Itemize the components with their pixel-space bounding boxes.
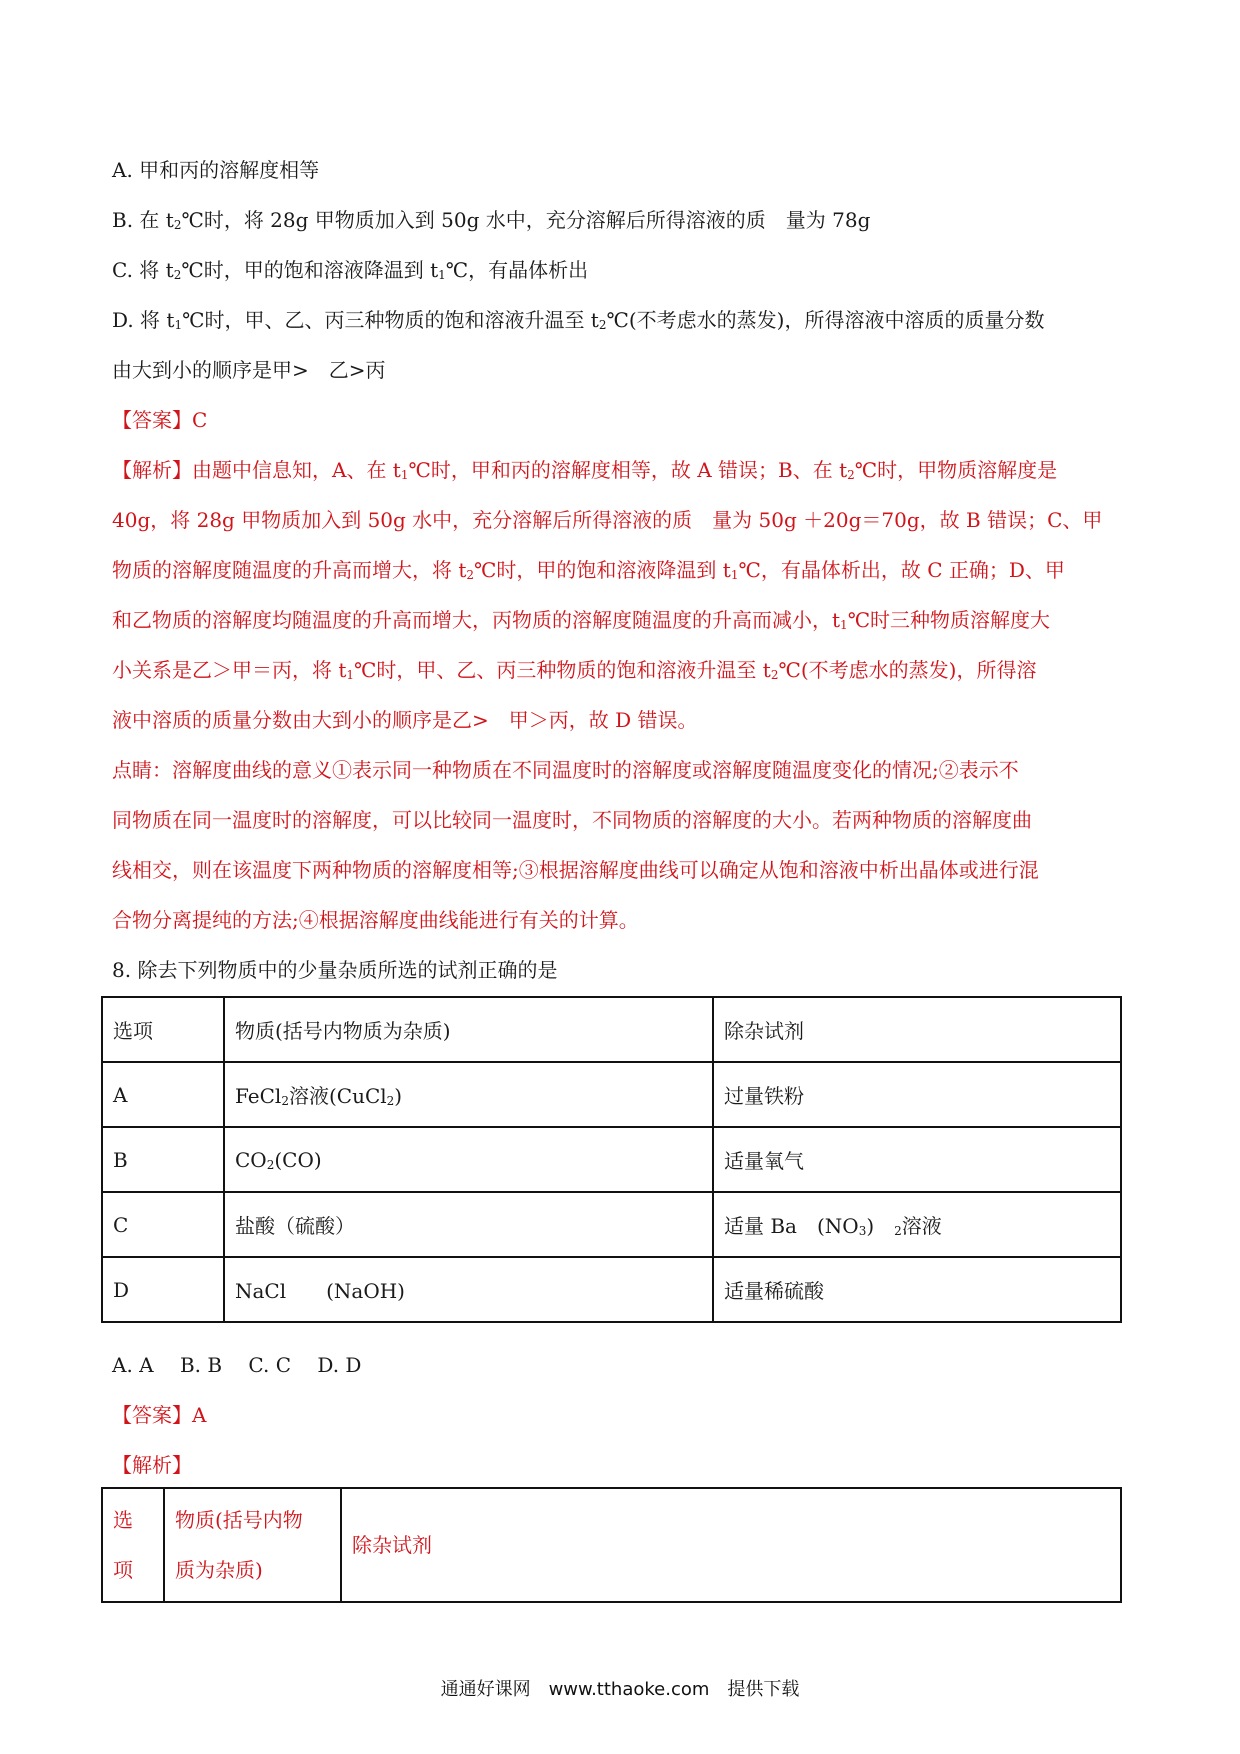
dianjing-line-3: 线相交，则在该温度下两种物质的溶解度相等;③根据溶解度曲线可以确定从饱和溶液中析出晶体或进行混: [112, 858, 1039, 882]
header-reagent: 除杂试剂: [713, 997, 1121, 1062]
answer-q8: 【答案】A: [112, 1403, 207, 1427]
header-option: 选项: [102, 997, 224, 1062]
dianjing-line-1: 点睛：溶解度曲线的意义①表示同一种物质在不同温度时的溶解度或溶解度随温度变化的情况;②表示不: [112, 758, 1019, 782]
table-header-row: [102, 997, 1121, 1062]
analysis-line-5: 小关系是乙＞甲＝丙，将 $t_1℃$时，甲、乙、丙三种物质的饱和溶液升温至 $t_2℃$(不考虑水的蒸发)，所得溶: [112, 658, 1037, 682]
row-substance: 盐酸（硫酸）: [224, 1192, 713, 1257]
row-reagent: 过量铁粉: [713, 1062, 1121, 1127]
option-d-continued: 由大到小的顺序是甲> 乙>丙: [112, 358, 386, 382]
analysis-line-2: 40g，将 28g 甲物质加入到 50g 水中，充分溶解后所得溶液的质 量为 50g ＋20g＝70g，故 B 错误；C、甲: [112, 508, 1103, 532]
analysis-header-option: 选 项: [102, 1488, 164, 1602]
answer-q7: 【答案】C: [112, 408, 208, 432]
table-row: [102, 1127, 1121, 1192]
dianjing-line-2: 同物质在同一温度时的溶解度，可以比较同一温度时，不同物质的溶解度的大小。若两种物质的溶解度曲: [112, 808, 1032, 832]
header-substance: 物质(括号内物质为杂质): [224, 997, 713, 1062]
row-option: C: [102, 1192, 224, 1257]
row-option: B: [102, 1127, 224, 1192]
row-reagent: 适量稀硫酸: [713, 1257, 1121, 1322]
q8-choices: A. A B. B C. C D. D: [112, 1353, 362, 1377]
table-row: [102, 1257, 1121, 1322]
analysis-line-3: 物质的溶解度随温度的升高而增大，将 $t_2℃$时，甲的饱和溶液降温到 $t_1℃$，有晶体析出，故 C 正确；D、甲: [112, 558, 1065, 582]
row-substance: FeCl$_2$溶液(CuCl$_2$): [224, 1062, 713, 1127]
analysis-header-substance: 物质(括号内物 质为杂质): [164, 1488, 341, 1602]
analysis-header-reagent: 除杂试剂: [341, 1488, 1121, 1602]
option-d: D. 将 $t_1℃$时，甲、乙、丙三种物质的饱和溶液升温至 $t_2℃$(不考虑水的蒸发)，所得溶液中溶质的质量分数: [112, 308, 1045, 332]
row-reagent: 适量氧气: [713, 1127, 1121, 1192]
table-row: [102, 1062, 1121, 1127]
table-header-row: [102, 1488, 1121, 1602]
option-c: C. 将 $t_2℃$时，甲的饱和溶液降温到 $t_1℃$，有晶体析出: [112, 258, 589, 282]
analysis-line-4: 和乙物质的溶解度均随温度的升高而增大，丙物质的溶解度随温度的升高而减小，$t_1℃$时三种物质溶解度大: [112, 608, 1051, 632]
option-b: B. 在 $t_2℃$时，将 28g 甲物质加入到 50g 水中，充分溶解后所得溶液的质 量为 78g: [112, 208, 871, 232]
analysis-line-1: 【解析】由题中信息知，A、在 $t_1℃$时，甲和丙的溶解度相等，故 A 错误；B、在 $t_2℃$时，甲物质溶解度是: [112, 458, 1058, 482]
option-a: A. 甲和丙的溶解度相等: [112, 158, 320, 182]
row-option: D: [102, 1257, 224, 1322]
q8-options-table: [101, 996, 1122, 1323]
row-reagent: 适量 Ba $(NO_3)$ $_2$溶液: [713, 1192, 1121, 1257]
analysis-line-6: 液中溶质的质量分数由大到小的顺序是乙> 甲＞丙，故 D 错误。: [112, 708, 698, 732]
row-option: A: [102, 1062, 224, 1127]
analysis-label-q8: 【解析】: [112, 1453, 192, 1477]
footer-source: 通通好课网 www.tthaoke.com 提供下载: [440, 1679, 800, 1700]
row-substance: $CO_2(CO)$: [224, 1127, 713, 1192]
question-8-stem: 8. 除去下列物质中的少量杂质所选的试剂正确的是: [112, 958, 558, 982]
dianjing-line-4: 合物分离提纯的方法;④根据溶解度曲线能进行有关的计算。: [112, 908, 639, 932]
analysis-table: [101, 1487, 1122, 1603]
table-row: [102, 1192, 1121, 1257]
row-substance: NaCl (NaOH): [224, 1257, 713, 1322]
